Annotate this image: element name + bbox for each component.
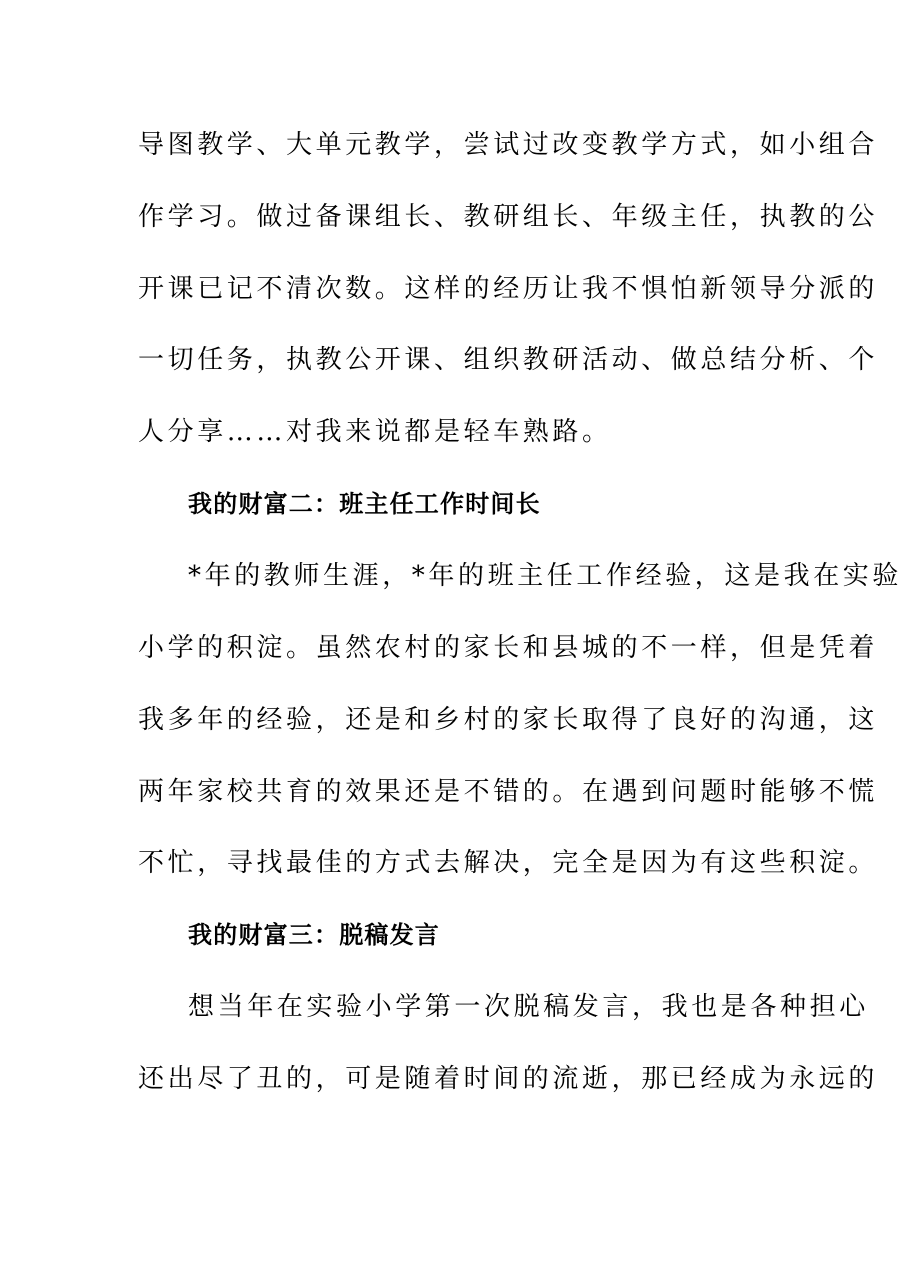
- para1-line-2: 作学习。做过备课组长、教研组长、年级主任，执教的公: [138, 202, 879, 232]
- para1-line-4: 一切任务，执教公开课、组织教研活动、做总结分析、个: [138, 345, 879, 375]
- para2-line-3: 我多年的经验，还是和乡村的家长取得了良好的沟通，这: [138, 705, 879, 735]
- para2-line-2: 小学的积淀。虽然农村的家长和县城的不一样，但是凭着: [138, 633, 879, 663]
- para1-line-1: 导图教学、大单元教学，尝试过改变教学方式，如小组合: [138, 130, 879, 160]
- para1-line-5: 人分享……对我来说都是轻车熟路。: [138, 417, 612, 447]
- section-heading-3: 我的财富三：脱稿发言: [188, 921, 440, 949]
- para2-line-5: 不忙，寻找最佳的方式去解决，完全是因为有这些积淀。: [138, 848, 879, 878]
- para2-line-1: *年的教师生涯，*年的班主任工作经验，这是我在实验: [188, 561, 903, 591]
- para3-line-1: 想当年在实验小学第一次脱稿发言，我也是各种担心: [188, 992, 869, 1022]
- para3-line-2: 还出尽了丑的，可是随着时间的流逝，那已经成为永远的: [138, 1064, 879, 1094]
- para2-line-4: 两年家校共育的效果还是不错的。在遇到问题时能够不慌: [138, 777, 879, 807]
- section-heading-2: 我的财富二：班主任工作时间长: [188, 490, 541, 518]
- para1-line-3: 开课已记不清次数。这样的经历让我不惧怕新领导分派的: [138, 274, 879, 304]
